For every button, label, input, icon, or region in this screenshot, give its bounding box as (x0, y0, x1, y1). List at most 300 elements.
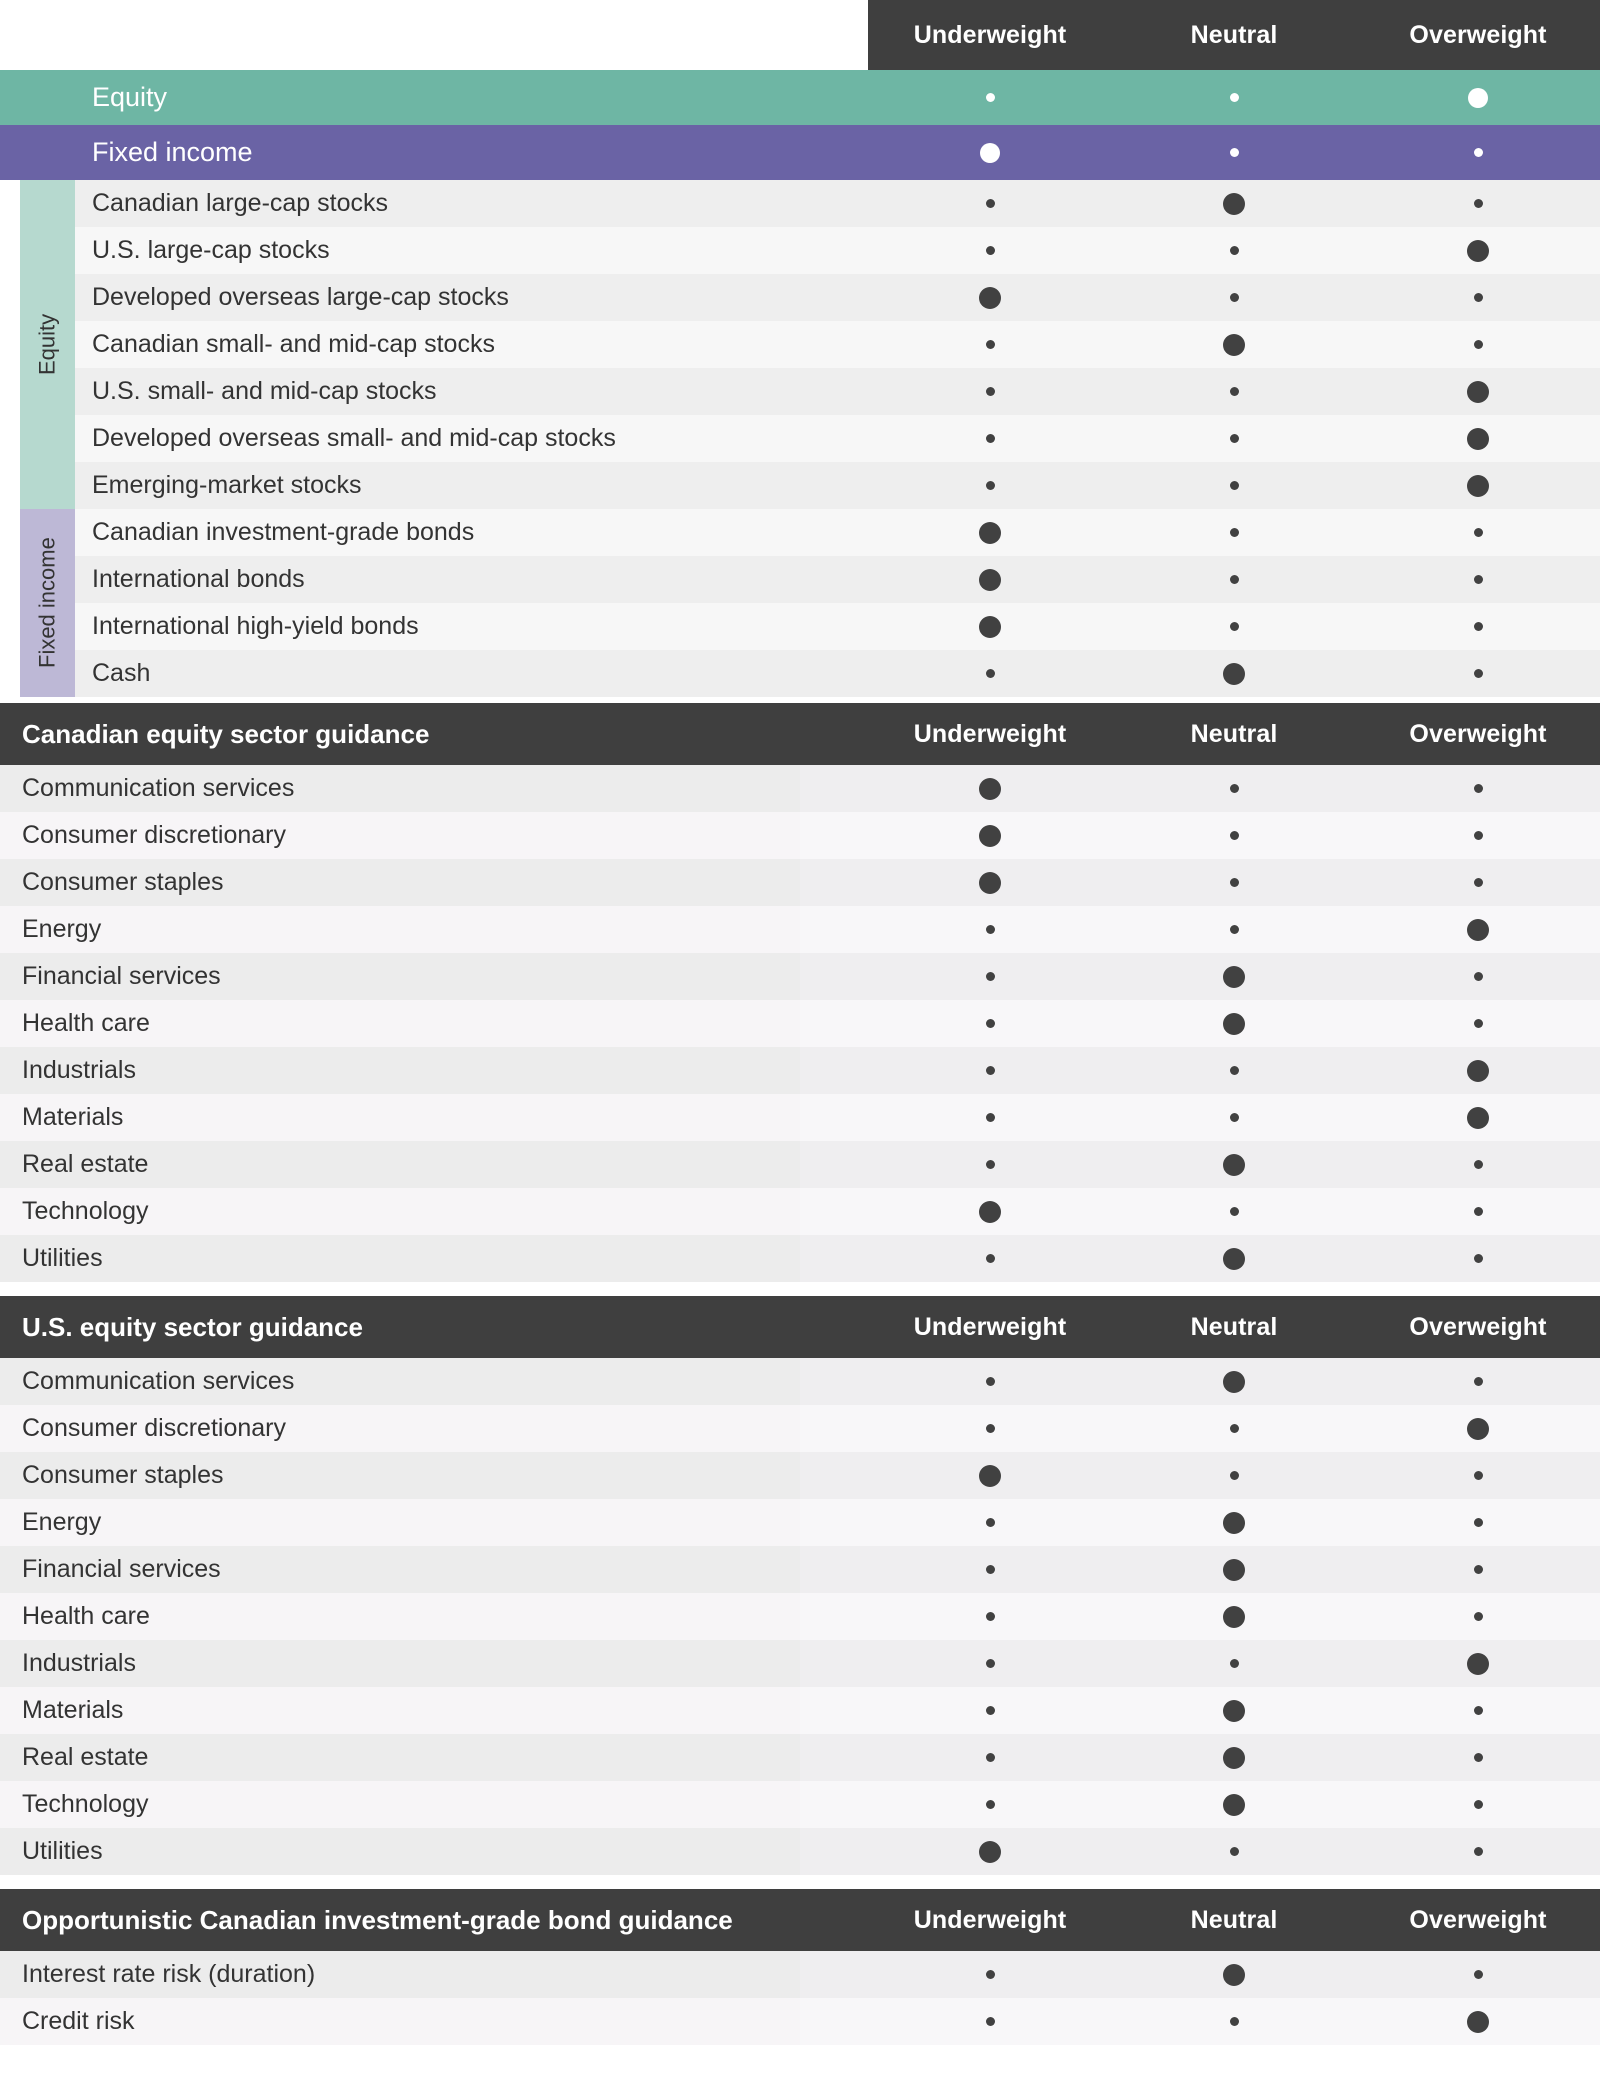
column-header-underweight: Underweight (913, 1312, 1067, 1341)
weight-dot-icon (1230, 1847, 1239, 1856)
table-row (0, 1781, 1600, 1828)
weight-dot-icon (986, 246, 995, 255)
cell-neutral (1112, 1998, 1356, 2045)
column-header-underweight: Underweight (913, 20, 1067, 49)
column-header-overweight: Overweight (1409, 1312, 1547, 1341)
weight-dot-icon (1230, 528, 1239, 537)
weight-dot-icon (1474, 199, 1483, 208)
weight-dot-icon (1474, 784, 1483, 793)
left-gutter (0, 368, 20, 415)
header-spacer (0, 0, 868, 70)
weight-dot-icon (1230, 1471, 1239, 1480)
major-row-label: Equity (92, 82, 168, 112)
row-label: International high-yield bonds (92, 612, 419, 640)
weight-dot-icon (1474, 1847, 1483, 1856)
selected-weight-dot-icon (1468, 88, 1488, 108)
cell-overweight (1356, 859, 1600, 906)
row-label: Developed overseas large-cap stocks (92, 283, 509, 311)
cell-overweight (1356, 1405, 1600, 1452)
left-gutter (0, 462, 20, 509)
cell-neutral (1112, 462, 1356, 509)
cell-neutral (1112, 1828, 1356, 1875)
cell-underweight (868, 1405, 1112, 1452)
cell-overweight (1356, 227, 1600, 274)
rail-spacer (20, 603, 75, 650)
cell-underweight (868, 321, 1112, 368)
cell-overweight (1356, 125, 1600, 180)
selected-weight-dot-icon (1223, 1794, 1245, 1816)
cell-overweight (1356, 1358, 1600, 1405)
cell-underweight (868, 368, 1112, 415)
weight-dot-icon (1474, 340, 1483, 349)
cell-neutral (1112, 1687, 1356, 1734)
left-gutter (0, 650, 20, 697)
cell-underweight (868, 70, 1112, 125)
weight-dot-icon (1474, 972, 1483, 981)
rail-spacer (20, 274, 75, 321)
table-row (0, 1141, 1600, 1188)
selected-weight-dot-icon (1223, 1248, 1245, 1270)
cell-underweight (868, 180, 1112, 227)
row-spacer (800, 765, 868, 812)
cell-neutral (1112, 906, 1356, 953)
selected-weight-dot-icon (979, 287, 1001, 309)
cell-neutral (1112, 227, 1356, 274)
row-spacer (800, 1047, 868, 1094)
weight-dot-icon (1474, 1254, 1483, 1263)
table-row (0, 859, 1600, 906)
cell-overweight (1356, 812, 1600, 859)
weight-dot-icon (1230, 246, 1239, 255)
table-row (0, 274, 1600, 321)
row-label: Technology (0, 1781, 800, 1828)
cell-neutral (1112, 368, 1356, 415)
weight-dot-icon (986, 972, 995, 981)
cell-neutral (1112, 1141, 1356, 1188)
cell-underweight (868, 1452, 1112, 1499)
weight-dot-icon (1474, 831, 1483, 840)
cell-neutral (1112, 1094, 1356, 1141)
row-spacer (800, 1499, 868, 1546)
row-spacer (800, 859, 868, 906)
cell-underweight (868, 1047, 1112, 1094)
cell-neutral (1112, 1000, 1356, 1047)
cell-overweight (1356, 1452, 1600, 1499)
weight-dot-icon (1230, 1659, 1239, 1668)
cell-underweight (868, 462, 1112, 509)
rail-spacer (20, 650, 75, 697)
weight-dot-icon (1230, 1113, 1239, 1122)
section-header-1 (0, 703, 1600, 765)
column-header-neutral: Neutral (1190, 1905, 1278, 1934)
weight-dot-icon (1230, 387, 1239, 396)
weight-dot-icon (986, 1254, 995, 1263)
weight-dot-icon (1230, 622, 1239, 631)
weight-dot-icon (1474, 1160, 1483, 1169)
rail-spacer (20, 509, 75, 556)
cell-overweight (1356, 1141, 1600, 1188)
row-spacer (800, 1687, 868, 1734)
selected-weight-dot-icon (1467, 1060, 1489, 1082)
column-header-underweight: Underweight (913, 1905, 1067, 1934)
selected-weight-dot-icon (979, 778, 1001, 800)
table-row (0, 1640, 1600, 1687)
left-gutter (0, 274, 20, 321)
cell-neutral (1112, 274, 1356, 321)
left-gutter (0, 603, 20, 650)
cell-neutral (1112, 953, 1356, 1000)
cell-neutral (1112, 1951, 1356, 1998)
row-label: Financial services (0, 1546, 800, 1593)
row-spacer (800, 1781, 868, 1828)
row-spacer (800, 1998, 868, 2045)
weight-dot-icon (1230, 1207, 1239, 1216)
cell-underweight (868, 1499, 1112, 1546)
table-row (0, 462, 1600, 509)
selected-weight-dot-icon (1223, 1964, 1245, 1986)
rail-spacer (20, 368, 75, 415)
row-spacer (800, 1405, 868, 1452)
weight-dot-icon (1474, 878, 1483, 887)
left-gutter (0, 415, 20, 462)
left-gutter (0, 556, 20, 603)
weight-dot-icon (986, 669, 995, 678)
asset-class-rows (0, 180, 1600, 697)
selected-weight-dot-icon (1223, 334, 1245, 356)
table-row (0, 321, 1600, 368)
cell-underweight (868, 953, 1112, 1000)
cell-overweight (1356, 1593, 1600, 1640)
cell-overweight (1356, 1998, 1600, 2045)
cell-neutral (1112, 812, 1356, 859)
selected-weight-dot-icon (1467, 1107, 1489, 1129)
left-gutter (0, 227, 20, 274)
cell-underweight (868, 1781, 1112, 1828)
row-label: Canadian investment-grade bonds (92, 518, 475, 546)
table-row (0, 953, 1600, 1000)
cell-neutral (1112, 1358, 1356, 1405)
row-indent (0, 125, 75, 180)
weight-dot-icon (1474, 1518, 1483, 1527)
cell-neutral (1112, 1499, 1356, 1546)
table-row (0, 415, 1600, 462)
weight-dot-icon (1474, 1970, 1483, 1979)
selected-weight-dot-icon (979, 1465, 1001, 1487)
cell-neutral (1112, 1235, 1356, 1282)
cell-overweight (1356, 70, 1600, 125)
row-spacer (800, 1546, 868, 1593)
column-headers (868, 0, 1600, 70)
selected-weight-dot-icon (1467, 240, 1489, 262)
row-label: Canadian large-cap stocks (92, 189, 388, 217)
selected-weight-dot-icon (979, 616, 1001, 638)
section-header-3 (0, 1889, 1600, 1951)
cell-underweight (868, 1640, 1112, 1687)
row-spacer (800, 1094, 868, 1141)
cell-overweight (1356, 1499, 1600, 1546)
table-row (0, 1235, 1600, 1282)
rail-spacer (20, 180, 75, 227)
rail-spacer (20, 462, 75, 509)
weight-dot-icon (1474, 1612, 1483, 1621)
cell-overweight (1356, 1235, 1600, 1282)
weight-dot-icon (986, 199, 995, 208)
row-label: U.S. small- and mid-cap stocks (92, 377, 437, 405)
weight-dot-icon (986, 1659, 995, 1668)
weight-dot-icon (1474, 669, 1483, 678)
cell-neutral (1112, 125, 1356, 180)
cell-underweight (868, 1734, 1112, 1781)
major-row-fixed-income (0, 125, 1600, 180)
cell-underweight (868, 812, 1112, 859)
cell-neutral (1112, 1593, 1356, 1640)
row-spacer (800, 1640, 868, 1687)
row-spacer (800, 1593, 868, 1640)
selected-weight-dot-icon (1223, 1013, 1245, 1035)
weight-dot-icon (986, 1753, 995, 1762)
selected-weight-dot-icon (979, 569, 1001, 591)
row-label: Utilities (0, 1828, 800, 1875)
cell-underweight (868, 1998, 1112, 2045)
cell-neutral (1112, 321, 1356, 368)
selected-weight-dot-icon (1223, 1700, 1245, 1722)
rail-spacer (20, 321, 75, 368)
weight-dot-icon (1230, 784, 1239, 793)
table-row (0, 812, 1600, 859)
table-row (0, 1499, 1600, 1546)
selected-weight-dot-icon (979, 522, 1001, 544)
major-row-label: Fixed income (92, 137, 253, 167)
rail-fixed-income-label: Fixed income (34, 537, 60, 669)
guidance-sections (0, 697, 1600, 2045)
table-row (0, 650, 1600, 697)
weight-dot-icon (986, 1970, 995, 1979)
left-gutter (0, 509, 20, 556)
row-spacer (800, 812, 868, 859)
row-spacer (800, 1734, 868, 1781)
cell-overweight (1356, 953, 1600, 1000)
weight-dot-icon (1474, 1019, 1483, 1028)
row-label: Real estate (0, 1734, 800, 1781)
row-spacer (800, 1141, 868, 1188)
selected-weight-dot-icon (1223, 1371, 1245, 1393)
table-row (0, 765, 1600, 812)
row-label: Industrials (0, 1640, 800, 1687)
selected-weight-dot-icon (1223, 1512, 1245, 1534)
weight-dot-icon (986, 1160, 995, 1169)
table-row (0, 1593, 1600, 1640)
row-label: Real estate (0, 1141, 800, 1188)
cell-underweight (868, 603, 1112, 650)
table-row (0, 1734, 1600, 1781)
selected-weight-dot-icon (1223, 966, 1245, 988)
section-header-2 (0, 1296, 1600, 1358)
cell-neutral (1112, 70, 1356, 125)
weight-dot-icon (1230, 293, 1239, 302)
weight-dot-icon (1230, 2017, 1239, 2026)
selected-weight-dot-icon (979, 872, 1001, 894)
weight-dot-icon (986, 340, 995, 349)
row-spacer (800, 1188, 868, 1235)
cell-neutral (1112, 1452, 1356, 1499)
table-row (0, 1687, 1600, 1734)
cell-overweight (1356, 1640, 1600, 1687)
weight-dot-icon (1230, 925, 1239, 934)
column-header-overweight: Overweight (1409, 1905, 1547, 1934)
cell-underweight (868, 509, 1112, 556)
selected-weight-dot-icon (1223, 1606, 1245, 1628)
weight-dot-icon (986, 1019, 995, 1028)
table-row (0, 1188, 1600, 1235)
row-label: Communication services (0, 765, 800, 812)
weight-dot-icon (1230, 93, 1239, 102)
weight-dot-icon (986, 93, 995, 102)
weight-dot-icon (986, 1424, 995, 1433)
weight-dot-icon (1230, 575, 1239, 584)
row-label: Interest rate risk (duration) (0, 1951, 800, 1998)
cell-neutral (1112, 859, 1356, 906)
table-row (0, 180, 1600, 227)
cell-overweight (1356, 274, 1600, 321)
selected-weight-dot-icon (979, 1841, 1001, 1863)
table-row (0, 1951, 1600, 1998)
weight-dot-icon (986, 2017, 995, 2026)
cell-overweight (1356, 1188, 1600, 1235)
weight-dot-icon (1474, 575, 1483, 584)
weight-dot-icon (986, 434, 995, 443)
weight-dot-icon (986, 1612, 995, 1621)
weight-dot-icon (1474, 622, 1483, 631)
cell-underweight (868, 1951, 1112, 1998)
selected-weight-dot-icon (1467, 381, 1489, 403)
cell-neutral (1112, 603, 1356, 650)
cell-overweight (1356, 1781, 1600, 1828)
weight-dot-icon (986, 925, 995, 934)
weight-dot-icon (986, 1377, 995, 1386)
row-label: Developed overseas small- and mid-cap stocks (92, 424, 616, 452)
row-spacer (800, 953, 868, 1000)
row-label: Materials (0, 1687, 800, 1734)
cell-overweight (1356, 1828, 1600, 1875)
weight-dot-icon (1230, 831, 1239, 840)
row-label: Consumer staples (0, 859, 800, 906)
table-row (0, 227, 1600, 274)
cell-neutral (1112, 1188, 1356, 1235)
row-label: Utilities (0, 1235, 800, 1282)
cell-neutral (1112, 765, 1356, 812)
weight-dot-icon (1474, 1753, 1483, 1762)
selected-weight-dot-icon (1223, 663, 1245, 685)
table-row (0, 368, 1600, 415)
major-asset-class-bars (0, 70, 1600, 180)
weight-dot-icon (986, 387, 995, 396)
weight-dot-icon (1474, 528, 1483, 537)
table-row (0, 1546, 1600, 1593)
column-header-neutral: Neutral (1190, 20, 1278, 49)
row-label: Cash (92, 659, 151, 687)
selected-weight-dot-icon (979, 1201, 1001, 1223)
table-row (0, 603, 1600, 650)
selected-weight-dot-icon (1223, 1747, 1245, 1769)
weight-dot-icon (986, 481, 995, 490)
row-label: Energy (0, 906, 800, 953)
selected-weight-dot-icon (1223, 1559, 1245, 1581)
row-indent (0, 70, 75, 125)
cell-overweight (1356, 509, 1600, 556)
cell-underweight (868, 906, 1112, 953)
left-gutter (0, 180, 20, 227)
cell-underweight (868, 1358, 1112, 1405)
weight-dot-icon (986, 1706, 995, 1715)
cell-neutral (1112, 1405, 1356, 1452)
cell-underweight (868, 1687, 1112, 1734)
row-label: Consumer discretionary (0, 1405, 800, 1452)
row-label: Consumer discretionary (0, 812, 800, 859)
row-label: International bonds (92, 565, 305, 593)
row-label: Communication services (0, 1358, 800, 1405)
row-spacer (800, 1358, 868, 1405)
weight-dot-icon (986, 1066, 995, 1075)
cell-overweight (1356, 906, 1600, 953)
row-label: Consumer staples (0, 1452, 800, 1499)
section-title: Opportunistic Canadian investment-grade bond guidance (22, 1904, 733, 1935)
row-label: Technology (0, 1188, 800, 1235)
cell-overweight (1356, 1687, 1600, 1734)
column-header-neutral: Neutral (1190, 1312, 1278, 1341)
cell-underweight (868, 1593, 1112, 1640)
weight-dot-icon (1474, 1377, 1483, 1386)
cell-underweight (868, 1141, 1112, 1188)
table-row (0, 906, 1600, 953)
selected-weight-dot-icon (1467, 428, 1489, 450)
cell-neutral (1112, 556, 1356, 603)
cell-underweight (868, 125, 1112, 180)
rail-spacer (20, 556, 75, 603)
table-row (0, 1828, 1600, 1875)
row-label: Canadian small- and mid-cap stocks (92, 330, 495, 358)
weight-dot-icon (1230, 148, 1239, 157)
selected-weight-dot-icon (1467, 2011, 1489, 2033)
weight-dot-icon (986, 1518, 995, 1527)
cell-neutral (1112, 415, 1356, 462)
selected-weight-dot-icon (1467, 1418, 1489, 1440)
cell-underweight (868, 1094, 1112, 1141)
row-spacer (800, 1000, 868, 1047)
cell-overweight (1356, 765, 1600, 812)
cell-neutral (1112, 1546, 1356, 1593)
selected-weight-dot-icon (980, 143, 1000, 163)
weight-dot-icon (1474, 1207, 1483, 1216)
row-label: Emerging-market stocks (92, 471, 362, 499)
cell-overweight (1356, 1094, 1600, 1141)
table-row (0, 1094, 1600, 1141)
row-label: Financial services (0, 953, 800, 1000)
cell-overweight (1356, 1000, 1600, 1047)
row-label: Credit risk (0, 1998, 800, 2045)
row-spacer (800, 1452, 868, 1499)
weight-dot-icon (1230, 1066, 1239, 1075)
cell-underweight (868, 227, 1112, 274)
row-label: U.S. large-cap stocks (92, 236, 330, 264)
cell-overweight (1356, 1734, 1600, 1781)
weight-dot-icon (1230, 481, 1239, 490)
rail-spacer (20, 415, 75, 462)
cell-overweight (1356, 1546, 1600, 1593)
cell-overweight (1356, 180, 1600, 227)
cell-neutral (1112, 1047, 1356, 1094)
left-gutter (0, 321, 20, 368)
section-gap (0, 1282, 1600, 1296)
